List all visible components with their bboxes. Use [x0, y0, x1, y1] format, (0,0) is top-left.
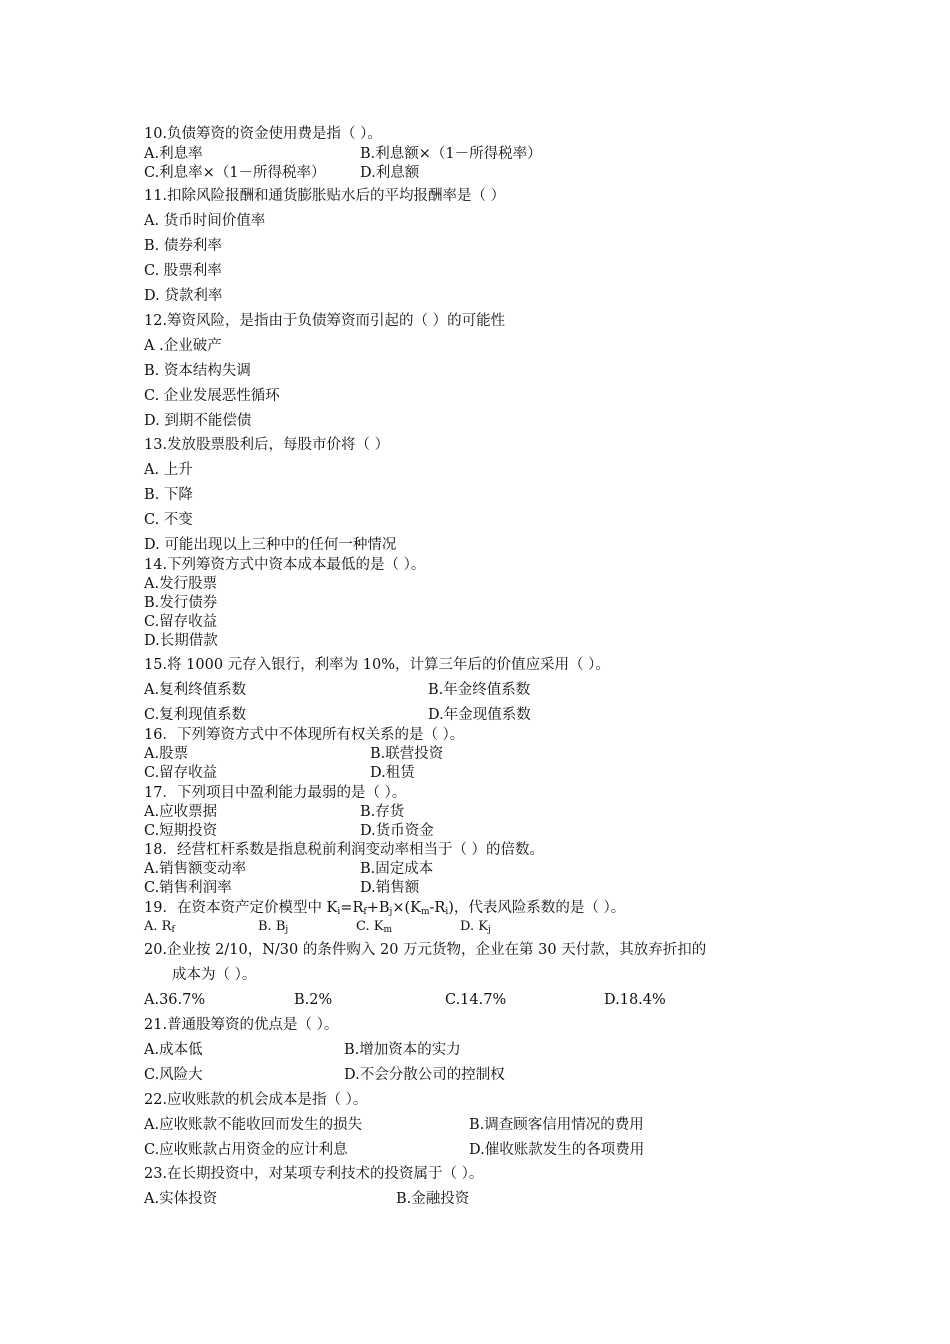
question-11-option-c: C. 股票利率	[144, 263, 222, 279]
question-20-stem-line-1: 20.企业按 2/10，N/30 的条件购入 20 万元货物，企业在第 30 天付款，其放弃折扣的	[144, 942, 707, 958]
question-10-stem: 10.负债筹资的资金使用费是指（ ）。	[144, 126, 382, 142]
question-21-option-b: B.增加资本的实力	[344, 1042, 461, 1058]
question-13-option-a: A. 上升	[144, 462, 193, 478]
question-15-option-b: B.年金终值系数	[428, 682, 531, 698]
question-13-option-d: D. 可能出现以上三种中的任何一种情况	[144, 537, 397, 553]
question-22-option-c: C.应收账款占用资金的应计利息	[144, 1142, 348, 1158]
question-10-option-c: C.利息率×（1－所得税率）	[144, 165, 326, 181]
question-12-option-b: B. 资本结构失调	[144, 363, 251, 379]
question-17-option-d: D.货币资金	[360, 823, 434, 839]
question-20-stem-line-2: 成本为（ ）。	[172, 967, 257, 983]
question-15-stem: 15.将 1000 元存入银行，利率为 10%，计算三年后的价值应采用（ ）。	[144, 657, 610, 673]
question-22-option-b: B.调查顾客信用情况的费用	[469, 1117, 644, 1133]
question-16-option-b: B.联营投资	[370, 746, 444, 762]
question-10-option-b: B.利息额×（1－所得税率）	[360, 146, 542, 162]
question-19-option-b: B. $B_j$	[258, 919, 289, 935]
question-17-option-c: C.短期投资	[144, 823, 218, 839]
question-11-stem: 11.扣除风险报酬和通货膨胀贴水后的平均报酬率是（ ）	[144, 188, 506, 204]
question-18-option-a: A.销售额变动率	[144, 861, 247, 877]
question-20-option-a: A.36.7%	[144, 992, 206, 1008]
question-13-stem: 13.发放股票股利后，每股市价将（ ）	[144, 437, 390, 453]
question-20-option-c: C.14.7%	[445, 992, 507, 1008]
question-21-stem: 21.普通股筹资的优点是（ ）。	[144, 1017, 339, 1033]
question-18-option-b: B.固定成本	[360, 861, 434, 877]
question-22-option-a: A.应收账款不能收回而发生的损失	[144, 1117, 363, 1133]
question-14-stem: 14.下列筹资方式中资本成本最低的是（ ）。	[144, 557, 426, 573]
question-21-option-d: D.不会分散公司的控制权	[344, 1067, 505, 1083]
question-12-stem: 12.筹资风险，是指由于负债筹资而引起的（ ）的可能性	[144, 313, 506, 329]
question-15-option-a: A.复利终值系数	[144, 682, 247, 698]
question-14-option-d: D.长期借款	[144, 633, 218, 649]
question-19-option-a: A. $R_f$	[144, 919, 175, 935]
question-23-stem: 23.在长期投资中，对某项专利技术的投资属于（ ）。	[144, 1166, 484, 1182]
question-19-option-c: C. $K_m$	[356, 919, 393, 935]
question-20-option-b: B.2%	[294, 992, 333, 1008]
question-16-option-d: D.租赁	[370, 765, 415, 781]
question-17-stem: 17．下列项目中盈利能力最弱的是（ ）。	[144, 785, 407, 801]
question-16-option-c: C.留存收益	[144, 765, 218, 781]
question-16-stem: 16．下列筹资方式中不体现所有权关系的是（ ）。	[144, 727, 465, 743]
question-15-option-c: C.复利现值系数	[144, 707, 247, 723]
question-11-option-b: B. 债券利率	[144, 238, 222, 254]
question-12-option-d: D. 到期不能偿债	[144, 413, 252, 429]
question-16-option-a: A.股票	[144, 746, 189, 762]
question-21-option-c: C.风险大	[144, 1067, 203, 1083]
question-12-option-a: A .企业破产	[144, 338, 222, 354]
question-13-option-c: C. 不变	[144, 512, 193, 528]
question-18-option-d: D.销售额	[360, 880, 420, 896]
question-22-option-d: D.催收账款发生的各项费用	[469, 1142, 645, 1158]
question-23-option-a: A.实体投资	[144, 1191, 218, 1207]
question-17-option-a: A.应收票据	[144, 804, 218, 820]
question-19-option-d: D. $K_j$	[460, 919, 491, 935]
question-20-option-d: D.18.4%	[604, 992, 666, 1008]
question-12-option-c: C. 企业发展恶性循环	[144, 388, 280, 404]
question-14-option-a: A.发行股票	[144, 576, 218, 592]
question-17-option-b: B.存货	[360, 804, 405, 820]
question-15-option-d: D.年金现值系数	[428, 707, 531, 723]
question-18-stem: 18．经营杠杆系数是指息税前利润变动率相当于（ ）的倍数。	[144, 842, 545, 858]
question-10-option-a: A.利息率	[144, 146, 203, 162]
question-10-option-d: D.利息额	[360, 165, 420, 181]
question-22-stem: 22.应收账款的机会成本是指（ ）。	[144, 1092, 368, 1108]
question-13-option-b: B. 下降	[144, 487, 193, 503]
question-11-option-a: A. 货币时间价值率	[144, 213, 266, 229]
question-18-option-c: C.销售利润率	[144, 880, 232, 896]
question-14-option-c: C.留存收益	[144, 614, 218, 630]
question-11-option-d: D. 贷款利率	[144, 288, 223, 304]
question-19-stem: 19．在资本资产定价模型中 $K_i=R_f+B_j\times(K_m-R_i)$，代表风险系数的是（ ）。	[144, 900, 626, 917]
question-21-option-a: A.成本低	[144, 1042, 203, 1058]
question-14-option-b: B.发行债券	[144, 595, 218, 611]
question-23-option-b: B.金融投资	[396, 1191, 470, 1207]
